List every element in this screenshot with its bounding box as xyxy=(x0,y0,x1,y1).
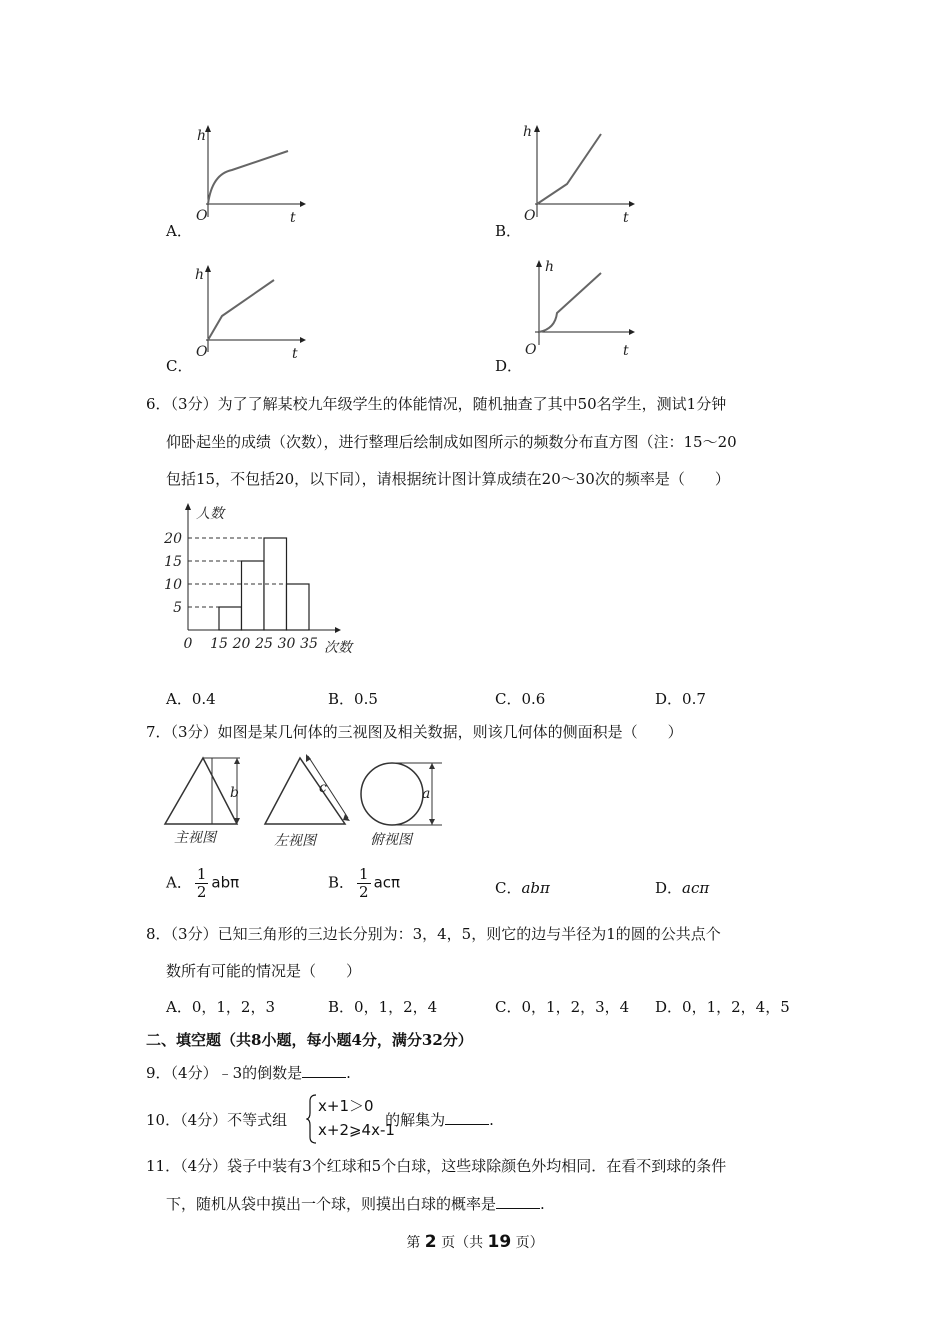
graph-option-d xyxy=(521,255,641,360)
x-tick-label-25: 25 xyxy=(255,636,273,652)
q6-option-c[interactable]: C．0.6 xyxy=(495,690,546,708)
graph-b-plot xyxy=(521,122,641,227)
footer-post: 页） xyxy=(515,1235,544,1251)
q11-line-1: 11．（4分）袋子中装有3个红球和5个白球，这些球除颜色外均相同．在看不到球的条件 xyxy=(146,1157,727,1175)
graph-c-t-label: t xyxy=(292,346,298,362)
graph-a-h-label: h xyxy=(197,128,207,144)
y-axis-label: 人数 xyxy=(196,506,224,522)
q8-option-a[interactable]: A．0，1，2，3 xyxy=(166,998,276,1016)
graph-c-origin: O xyxy=(196,344,208,360)
y-tick-label-10: 10 xyxy=(164,577,182,593)
q6-option-b[interactable]: B．0.5 xyxy=(328,690,378,708)
dim-b-label: b xyxy=(230,785,239,801)
graph-a-plot xyxy=(192,122,312,227)
q7-a-num: 1 xyxy=(196,865,207,883)
q7-b-den: 2 xyxy=(359,883,369,901)
section-heading: 二、填空题（共8小题，每小题4分，满分32分） xyxy=(146,1031,473,1049)
q10-post: 的解集为 xyxy=(385,1111,446,1129)
q7-c-rest: abπ xyxy=(521,879,550,897)
q7-a-fraction xyxy=(195,866,209,901)
histogram-bar-30-35 xyxy=(287,584,310,630)
top-view-label: 俯视图 xyxy=(370,832,412,848)
q7-d-letter: D． xyxy=(655,879,683,897)
q6-option-a[interactable]: A．0.4 xyxy=(166,690,216,708)
graph-d-origin: O xyxy=(525,342,537,358)
histogram-bar-15-20 xyxy=(219,607,242,630)
q11-answer-blank[interactable] xyxy=(496,1194,540,1209)
y-axis-arrow-icon xyxy=(185,503,191,510)
q8-line-2: 数所有可能的情况是（ ） xyxy=(166,962,362,980)
q7-option-c[interactable] xyxy=(495,877,550,898)
dim-a-label: a xyxy=(422,786,431,802)
inequality-system xyxy=(306,1093,406,1145)
graph-d-t-label: t xyxy=(623,343,629,359)
q11-line-2 xyxy=(166,1194,545,1214)
graph-a-t-label: t xyxy=(290,210,296,226)
q9 xyxy=(146,1063,351,1083)
left-view-label: 左视图 xyxy=(274,833,316,849)
y-tick-label-20: 20 xyxy=(164,531,182,547)
q7-b-rest: acπ xyxy=(373,873,401,892)
q6-line-1: 6．（3分）为了了解某校九年级学生的体能情况，随机抽查了其中50名学生，测试1分钟 xyxy=(146,395,727,413)
q7-b-letter: B． xyxy=(328,873,355,892)
q6-option-d[interactable]: D．0.7 xyxy=(655,690,706,708)
q9-text: 9．（4分）﹣3的倒数是 xyxy=(146,1064,303,1082)
graph-d-plot xyxy=(521,255,641,360)
x-tick-label-20: 20 xyxy=(232,636,251,652)
histogram xyxy=(160,498,360,660)
q10-pre: 10．（4分）不等式组 xyxy=(146,1111,288,1129)
q6-line-3: 包括15，不包括20，以下同），请根据统计图计算成绩在20～30次的频率是（ ） xyxy=(166,470,730,488)
graph-b-origin: O xyxy=(524,208,536,224)
graph-label-a: A． xyxy=(166,222,192,240)
q7-a-rest: abπ xyxy=(211,873,240,892)
graph-c-h-label: h xyxy=(195,267,205,283)
x-tick-label-35: 35 xyxy=(300,636,318,652)
graph-b-t-label: t xyxy=(623,210,629,226)
graph-a-origin: O xyxy=(196,208,208,224)
q11-end: . xyxy=(540,1195,545,1213)
q10-end: . xyxy=(489,1111,494,1129)
footer-page-number: 2 xyxy=(424,1232,437,1252)
graph-option-c xyxy=(192,262,312,362)
histogram-bar-20-25 xyxy=(242,561,265,630)
q7-a-letter: A． xyxy=(166,873,192,892)
q7-d-rest: acπ xyxy=(682,879,710,897)
x-axis-label: 次数 xyxy=(324,640,352,656)
q7-c-letter: C． xyxy=(495,879,522,897)
q8-option-b[interactable]: B．0，1，2，4 xyxy=(328,998,438,1016)
q7-b-num: 1 xyxy=(359,865,369,883)
graph-d-h-label: h xyxy=(545,259,555,275)
x-tick-label-15: 15 xyxy=(210,636,228,652)
graph-label-b: B． xyxy=(495,222,522,240)
q7-option-d[interactable] xyxy=(655,877,709,898)
x-tick-label-30: 30 xyxy=(277,636,296,652)
page-footer xyxy=(0,1232,950,1252)
q8-line-1: 8．（3分）已知三角形的三边长分别为：3，4，5，则它的边与半径为1的圆的公共点个 xyxy=(146,925,721,943)
x-axis-arrow-icon xyxy=(335,627,341,633)
front-view-label: 主视图 xyxy=(174,830,216,846)
histogram-svg xyxy=(160,498,360,660)
footer-mid: 页（共 xyxy=(441,1235,484,1251)
q7-option-b[interactable] xyxy=(328,866,400,901)
q7-text: 7．（3分）如图是某几何体的三视图及相关数据，则该几何体的侧面积是（ ） xyxy=(146,723,683,741)
graph-option-b xyxy=(521,122,641,227)
q11-text: 下，随机从袋中摸出一个球，则摸出白球的概率是 xyxy=(166,1195,497,1213)
q7-option-a[interactable] xyxy=(166,866,239,901)
q9-answer-blank[interactable] xyxy=(302,1063,346,1078)
three-views xyxy=(160,752,460,852)
graph-b-h-label: h xyxy=(523,124,533,140)
inequality-1: x+1＞0 xyxy=(318,1097,374,1115)
q6-line-2: 仰卧起坐的成绩（次数），进行整理后绘制成如图所示的频数分布直方图（注：15～20 xyxy=(166,433,737,451)
three-views-svg xyxy=(160,752,460,852)
q9-end: . xyxy=(346,1064,351,1082)
y-tick-label-15: 15 xyxy=(164,554,182,570)
q10-answer-blank[interactable] xyxy=(445,1110,489,1125)
q8-option-d[interactable]: D．0，1，2，4，5 xyxy=(655,998,790,1016)
graph-label-d: D． xyxy=(495,357,523,375)
footer-pre: 第 xyxy=(406,1235,421,1251)
q7-b-fraction xyxy=(357,866,371,901)
q7-a-den: 2 xyxy=(196,883,207,901)
q8-option-c[interactable]: C．0，1，2，3，4 xyxy=(495,998,630,1016)
brace-icon xyxy=(306,1093,318,1145)
footer-total-pages: 19 xyxy=(487,1232,512,1252)
graph-option-a xyxy=(192,122,312,227)
graph-c-plot xyxy=(192,262,312,362)
y-tick-label-5: 5 xyxy=(173,600,182,616)
dim-c-label: c xyxy=(319,780,327,796)
inequality-2: x+2⩾4x-1 xyxy=(318,1121,395,1139)
graph-label-c: C． xyxy=(166,357,193,375)
x-tick-label-0: 0 xyxy=(183,636,193,652)
